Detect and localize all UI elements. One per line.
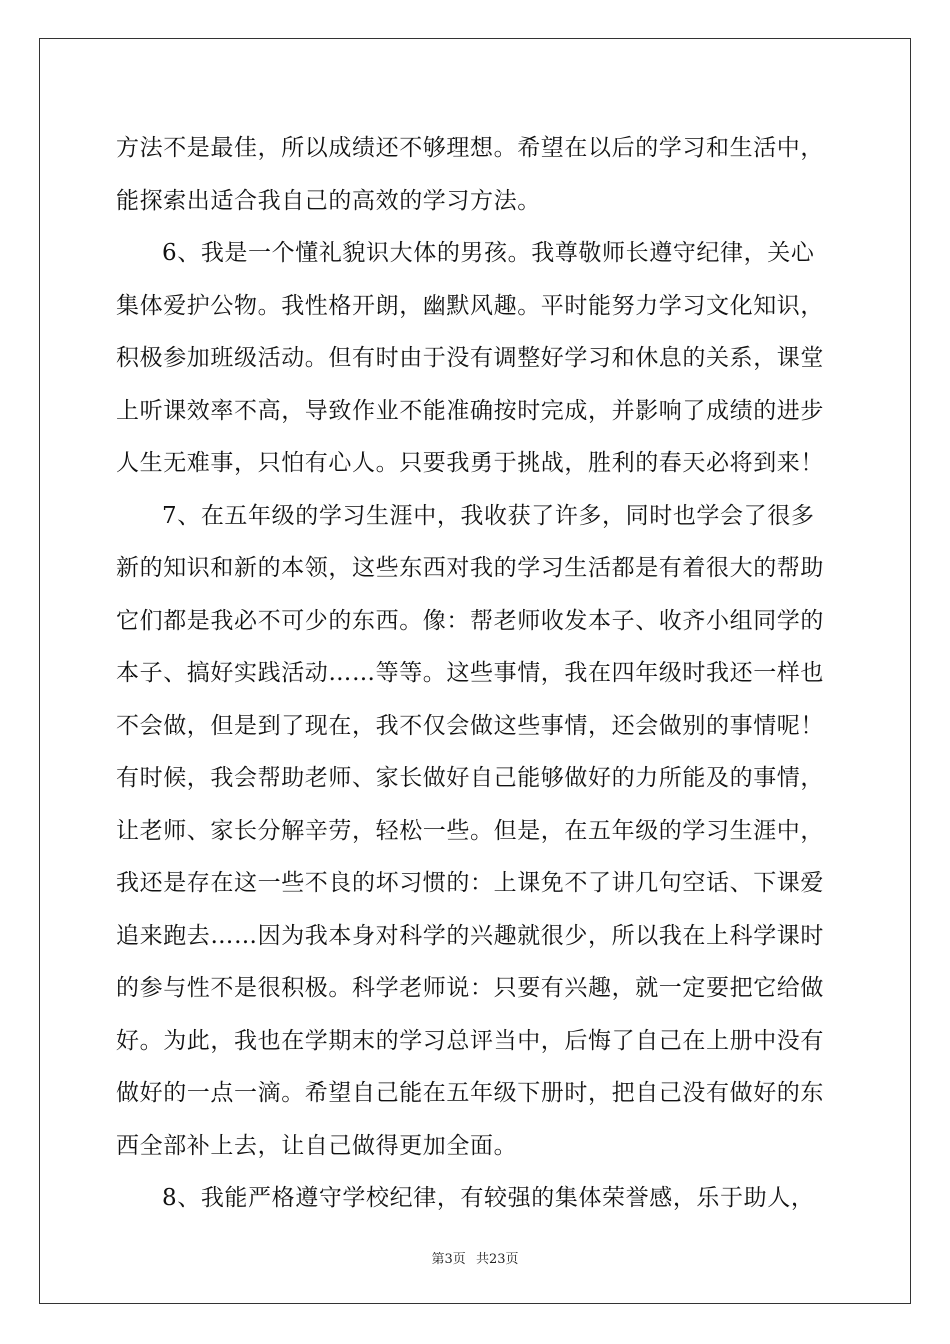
text-line: 追来跑去……因为我本身对科学的兴趣就很少，所以我在上科学课时 [116, 922, 824, 949]
text-line: 我还是存在这一些不良的坏习惯的：上课免不了讲几句空话、下课爱 [116, 870, 824, 896]
text-line: 积极参加班级活动。但有时由于没有调整好学习和休息的关系，课堂 [116, 345, 824, 371]
text-line: 7、在五年级的学习生涯中，我收获了许多，同时也学会了很多 [162, 502, 815, 529]
text-line: 做好的一点一滴。希望自己能在五年级下册时，把自己没有做好的东 [116, 1080, 824, 1106]
page-footer [0, 1248, 950, 1267]
text-line: 不会做，但是到了现在，我不仅会做这些事情，还会做别的事情呢！ [116, 712, 824, 739]
text-line: 8、我能严格遵守学校纪律，有较强的集体荣誉感，乐于助人， [162, 1185, 815, 1211]
text-line: 上听课效率不高，导致作业不能准确按时完成，并影响了成绩的进步 [116, 397, 824, 424]
text-line: 好。为此，我也在学期末的学习总评当中，后悔了自己在上册中没有 [116, 1027, 824, 1054]
document-body [116, 122, 832, 1225]
text-line: 新的知识和新的本领，这些东西对我的学习生活都是有着很大的帮助 [116, 555, 824, 581]
text-line: 方法不是最佳，所以成绩还不够理想。希望在以后的学习和生活中， [116, 135, 824, 161]
text-line: 6、我是一个懂礼貌识大体的男孩。我尊敬师长遵守纪律，关心 [162, 240, 815, 266]
text-line: 它们都是我必不可少的东西。像：帮老师收发本子、收齐小组同学的 [116, 607, 824, 634]
text-line: 的参与性不是很积极。科学老师说：只要有兴趣，就一定要把它给做 [116, 975, 824, 1001]
current-page-label: 第3页 [431, 1252, 466, 1267]
text-line: 人生无难事，只怕有心人。只要我勇于挑战，胜利的春天必将到来！ [116, 450, 824, 476]
text-line: 能探索出适合我自己的高效的学习方法。 [116, 187, 541, 214]
text-line: 有时候，我会帮助老师、家长做好自己能够做好的力所能及的事情， [116, 765, 824, 791]
text-line: 让老师、家长分解辛劳，轻松一些。但是，在五年级的学习生涯中， [116, 817, 824, 844]
text-line: 西全部补上去，让自己做得更加全面。 [116, 1132, 518, 1159]
text-line: 本子、搞好实践活动……等等。这些事情，我在四年级时我还一样也 [116, 660, 824, 686]
total-pages-label: 共23页 [475, 1252, 519, 1267]
text-line: 集体爱护公物。我性格开朗，幽默风趣。平时能努力学习文化知识， [116, 292, 824, 319]
